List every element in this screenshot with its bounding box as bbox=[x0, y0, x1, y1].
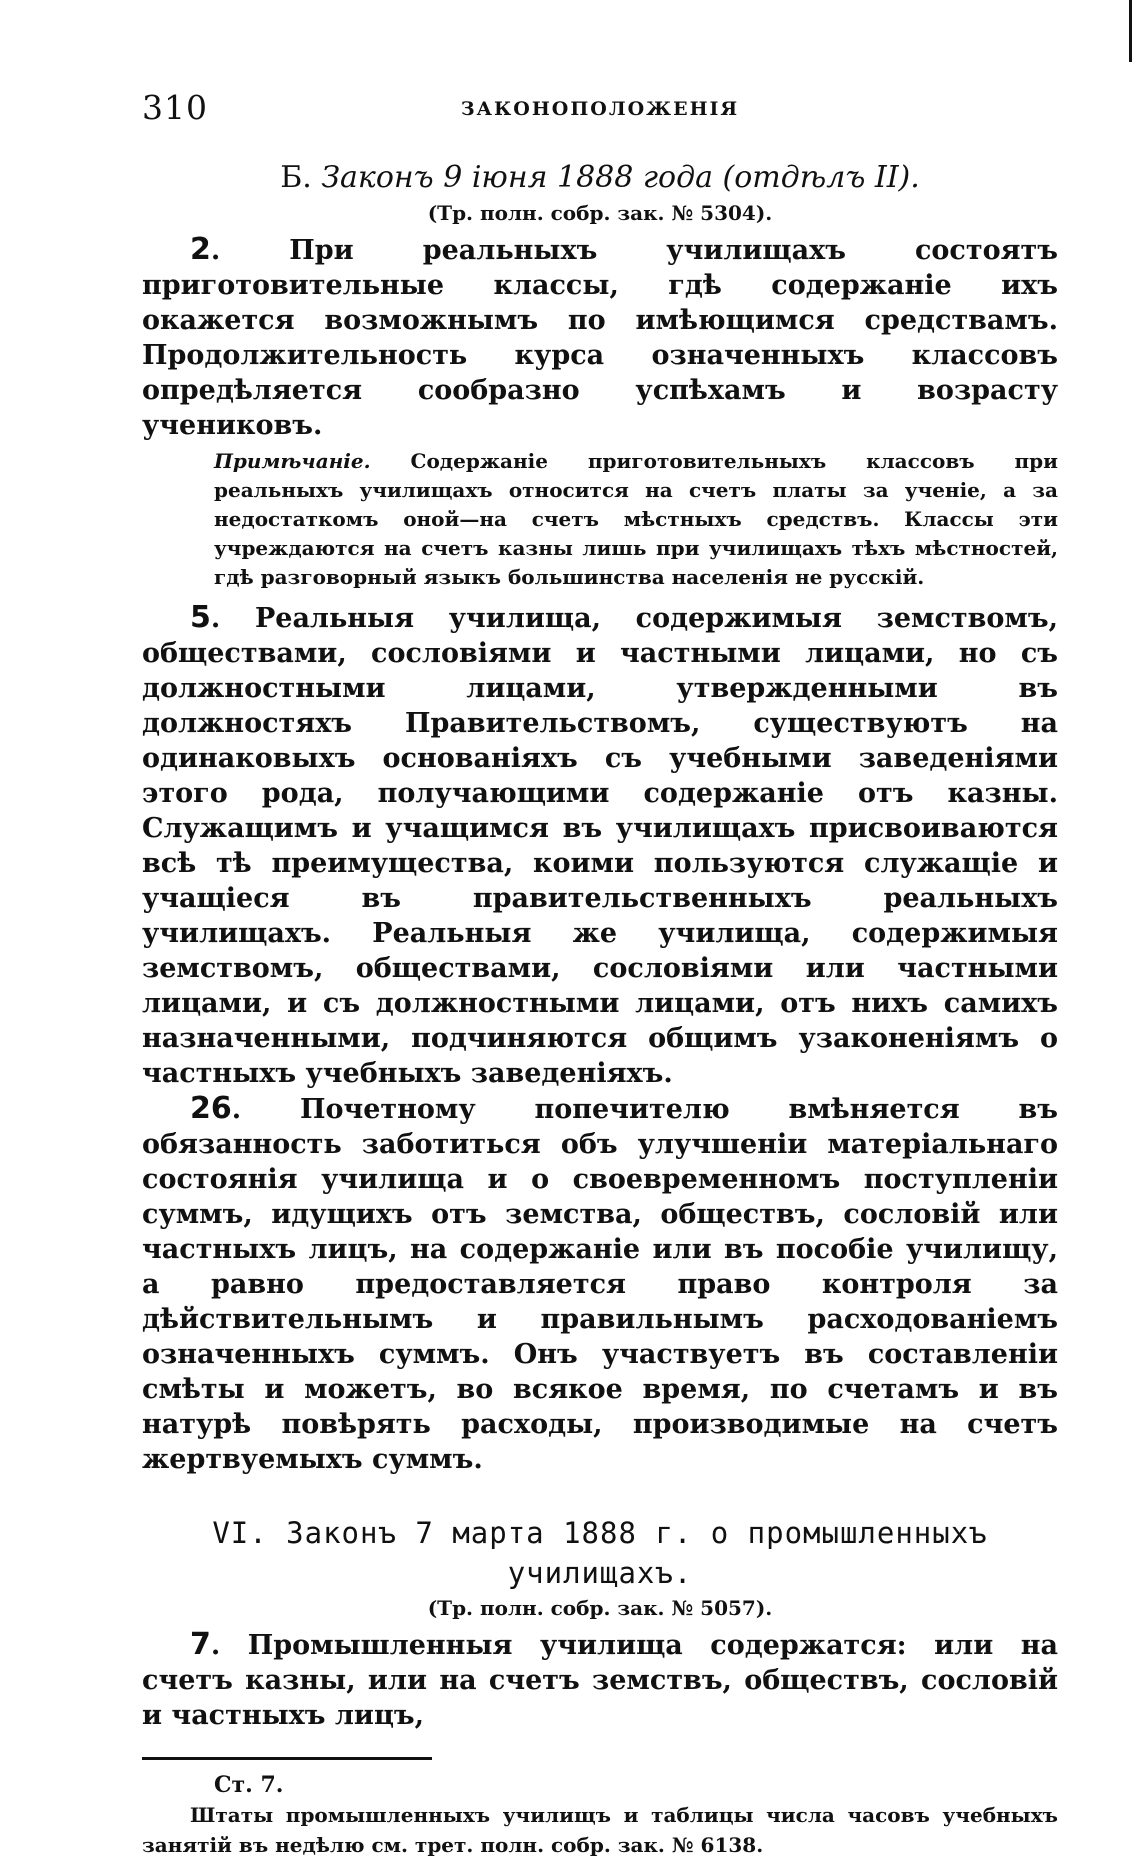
article-26 bbox=[142, 1091, 1058, 1477]
section-vi-title: VI. Законъ 7 марта 1888 г. о промышленныхъ училищахъ. bbox=[212, 1516, 988, 1590]
article-2-number: 2 bbox=[190, 232, 211, 267]
article-2 bbox=[142, 232, 1058, 443]
note-paragraph bbox=[214, 447, 1058, 592]
page-edge-mark bbox=[1129, 0, 1132, 62]
footnote-text: Штаты промышленныхъ училищъ и таблицы числа часовъ учебныхъ занятій въ недѣлю см. трет. полн. собр. зак. № 6138. bbox=[142, 1803, 1058, 1857]
article-2-text: . При реальныхъ училищахъ состоятъ приготовительные классы, гдѣ содержаніе ихъ окажется возможнымъ по имѣющимся средствамъ. Продолжительность курса означенныхъ классовъ опредѣляется сообразно успѣхамъ и возрасту учениковъ. bbox=[142, 235, 1058, 441]
article-26-text: . Почетному попечителю вмѣняется въ обязанность заботиться объ улучшеніи матеріальнаго состоянія училища и о своевременномъ поступленіи суммъ, идущихъ отъ земства, обществъ, сословій или частныхъ лицъ, на содержаніе или въ пособіе училищу, а равно предоставляется право контроля за дѣйствительнымъ и правильнымъ расходованіемъ означенныхъ суммъ. Онъ участвуетъ въ составленіи смѣты и можетъ, во всякое время, по счетамъ и въ натурѣ повѣрять расходы, производимые на счетъ жертвуемыхъ суммъ. bbox=[142, 1094, 1058, 1475]
note-label: Примѣчаніе. bbox=[214, 449, 371, 473]
page-body bbox=[142, 158, 1058, 1860]
article-5-number: 5 bbox=[190, 600, 211, 635]
article-7-text: . Промышленныя училища содержатся: или на счетъ казны, или на счетъ земствъ, обществъ, сословій и частныхъ лицъ, bbox=[142, 1630, 1058, 1731]
article-5-text: . Реальныя училища, содержимыя земствомъ, обществами, сословіями и частными лицами, но съ должностными лицами, утвержденными въ должностяхъ Правительствомъ, существуютъ на одинаковыхъ основаніяхъ съ учебными заведеніями этого рода, получающими содержаніе отъ казны. Служащимъ и учащимся въ училищахъ присвоиваются всѣ тѣ преимущества, коими пользуются служащіе и учащіеся въ правительственныхъ реальныхъ училищахъ. Реальныя же училища, содержимыя земствомъ, обществами, сословіями или частными лицами, и съ должностными лицами, отъ нихъ самихъ назначенными, подчиняются общимъ узаконеніямъ о частныхъ учебныхъ заведеніяхъ. bbox=[142, 603, 1058, 1089]
article-5 bbox=[142, 600, 1058, 1091]
running-head: ЗАКОНОПОЛОЖЕНІЯ bbox=[460, 98, 740, 120]
section-b-title: Законъ 9 іюня 1888 года (отдѣлъ II). bbox=[321, 160, 920, 195]
article-7-number: 7 bbox=[190, 1627, 211, 1662]
footnote-divider bbox=[142, 1757, 432, 1760]
page-header bbox=[142, 88, 1058, 132]
section-b-heading bbox=[142, 158, 1058, 198]
section-vi-citation: (Тр. полн. собр. зак. № 5057). bbox=[427, 1596, 773, 1620]
note-text: Содержаніе приготовительныхъ классовъ при реальныхъ училищахъ относится на счетъ платы за ученіе, а за недостаткомъ оной—на счетъ мѣстныхъ средствъ. Классы эти учреждаются на счетъ казны лишь при училищахъ тѣхъ мѣстностей, гдѣ разговорный языкъ большинства населенія не русскій. bbox=[214, 449, 1058, 589]
section-b-citation: (Тр. полн. собр. зак. № 5304). bbox=[427, 201, 773, 225]
section-b-prefix: Б. bbox=[280, 160, 312, 195]
footnote-label: Ст. 7. bbox=[214, 1772, 284, 1798]
page-number: 310 bbox=[142, 88, 208, 127]
article-7 bbox=[142, 1627, 1058, 1733]
article-26-number: 26 bbox=[190, 1091, 232, 1126]
